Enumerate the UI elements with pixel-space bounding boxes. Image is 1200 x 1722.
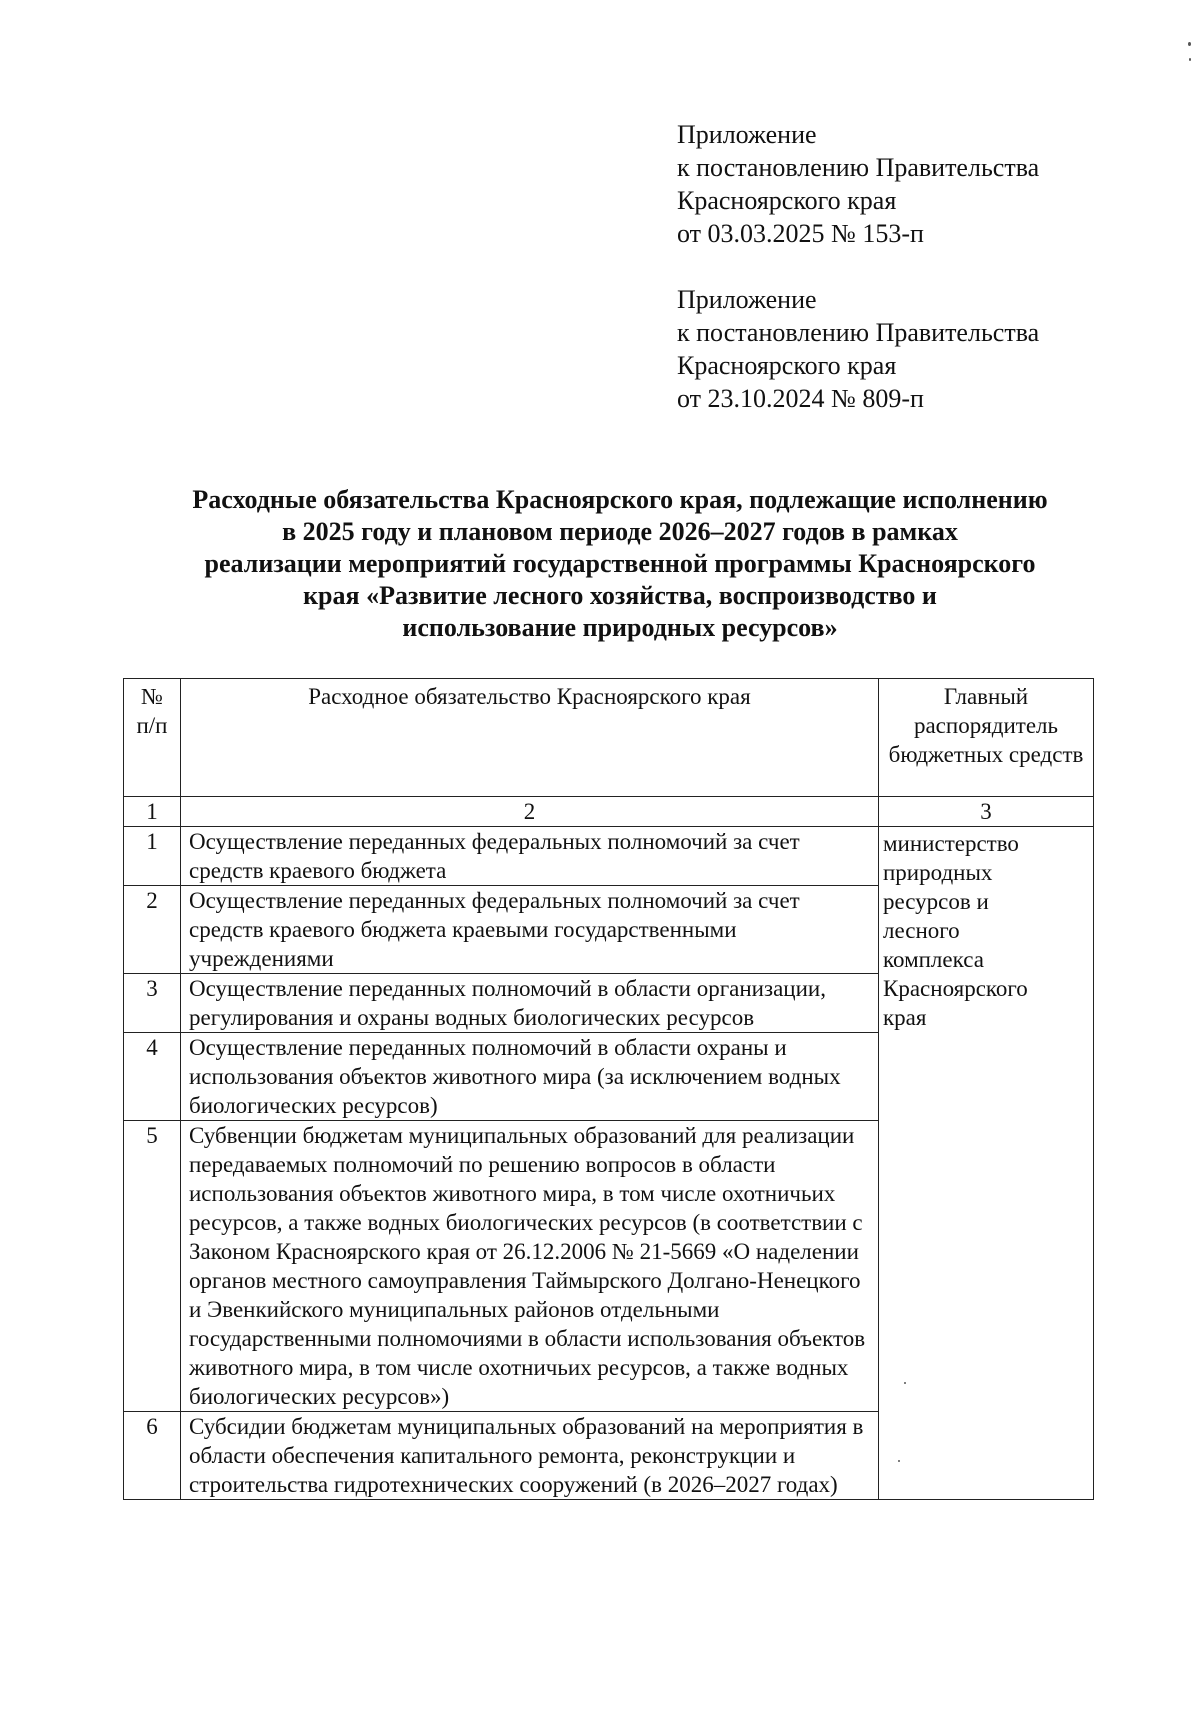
- grbs-line: ресурсов и: [883, 889, 989, 914]
- grbs-line: лесного: [883, 918, 960, 943]
- row-number: 1: [124, 827, 181, 886]
- column-index-row: [124, 797, 1094, 827]
- approval-block-current: [677, 118, 1039, 250]
- column-index: 2: [181, 797, 879, 827]
- row-number: 5: [124, 1121, 181, 1412]
- row-obligation: Осуществление переданных федеральных полномочий за счет средств краевого бюджета: [181, 827, 879, 886]
- title-line: Расходные обязательства Красноярского края, подлежащие исполнению: [192, 485, 1048, 514]
- table-header-row: [124, 679, 1094, 797]
- approval-block-original: [677, 283, 1039, 415]
- approval-ref: к постановлению Правительства: [677, 153, 1040, 182]
- grbs-cell: [879, 827, 1094, 1500]
- scan-speck: [1189, 58, 1191, 61]
- scan-speck: [1188, 42, 1191, 46]
- title-line: края «Развитие лесного хозяйства, воспроизводство и: [303, 581, 937, 610]
- row-number: 2: [124, 886, 181, 974]
- grbs-line: края: [883, 1005, 927, 1030]
- row-obligation: Субвенции бюджетам муниципальных образований для реализации передаваемых полномочий по решению вопросов в области использования объектов животного мира, в том числе охотничьих ресурсов, а также водных биологических ресурсов (в соответствии с Законом Красноярского края от 26.12.2006 № 21-5669 «О наделении органов местного самоуправления Таймырского Долгано-Ненецкого и Эвенкийского муниципальных районов отдельными государственными полномочиями в области использования объектов животного мира, в том числе охотничьих ресурсов, а также водных биологических ресурсов»): [181, 1121, 879, 1412]
- approval-region: Красноярского края: [677, 186, 897, 215]
- column-index: 3: [879, 797, 1094, 827]
- document-title: [130, 484, 1110, 644]
- column-index: 1: [124, 797, 181, 827]
- approval-region: Красноярского края: [677, 351, 897, 380]
- obligations-table: [123, 678, 1094, 1500]
- approval-date-number: от 03.03.2025 № 153-п: [677, 219, 924, 248]
- table-row: [124, 827, 1094, 886]
- row-obligation: Субсидии бюджетам муниципальных образований на мероприятия в области обеспечения капитального ремонта, реконструкции и строительства гидротехнических сооружений (в 2026–2027 годах): [181, 1412, 879, 1500]
- grbs-line: комплекса: [883, 947, 984, 972]
- approval-label: Приложение: [677, 285, 817, 314]
- approval-date-number: от 23.10.2024 № 809-п: [677, 384, 924, 413]
- approval-ref: к постановлению Правительства: [677, 318, 1040, 347]
- header-num: № п/п: [124, 679, 181, 797]
- grbs-line: Красноярского: [883, 976, 1028, 1001]
- scan-speck: [904, 1382, 906, 1384]
- row-obligation: Осуществление переданных полномочий в области охраны и использования объектов животного мира (за исключением водных биологических ресурсов): [181, 1033, 879, 1121]
- title-line: использование природных ресурсов»: [402, 613, 838, 642]
- approval-label: Приложение: [677, 120, 817, 149]
- row-number: 6: [124, 1412, 181, 1500]
- header-obligation: Расходное обязательство Красноярского края: [181, 679, 879, 797]
- grbs-line: министерство: [883, 831, 1019, 856]
- title-line: в 2025 году и плановом периоде 2026–2027 годов в рамках: [282, 517, 958, 546]
- row-obligation: Осуществление переданных федеральных полномочий за счет средств краевого бюджета краевыми государственными учреждениями: [181, 886, 879, 974]
- row-number: 4: [124, 1033, 181, 1121]
- header-grbs: Главный распорядитель бюджетных средств: [879, 679, 1094, 797]
- title-line: реализации мероприятий государственной программы Красноярского: [204, 549, 1036, 578]
- row-obligation: Осуществление переданных полномочий в области организации, регулирования и охраны водных биологических ресурсов: [181, 974, 879, 1033]
- grbs-line: природных: [883, 860, 993, 885]
- row-number: 3: [124, 974, 181, 1033]
- scan-speck: [898, 1460, 900, 1462]
